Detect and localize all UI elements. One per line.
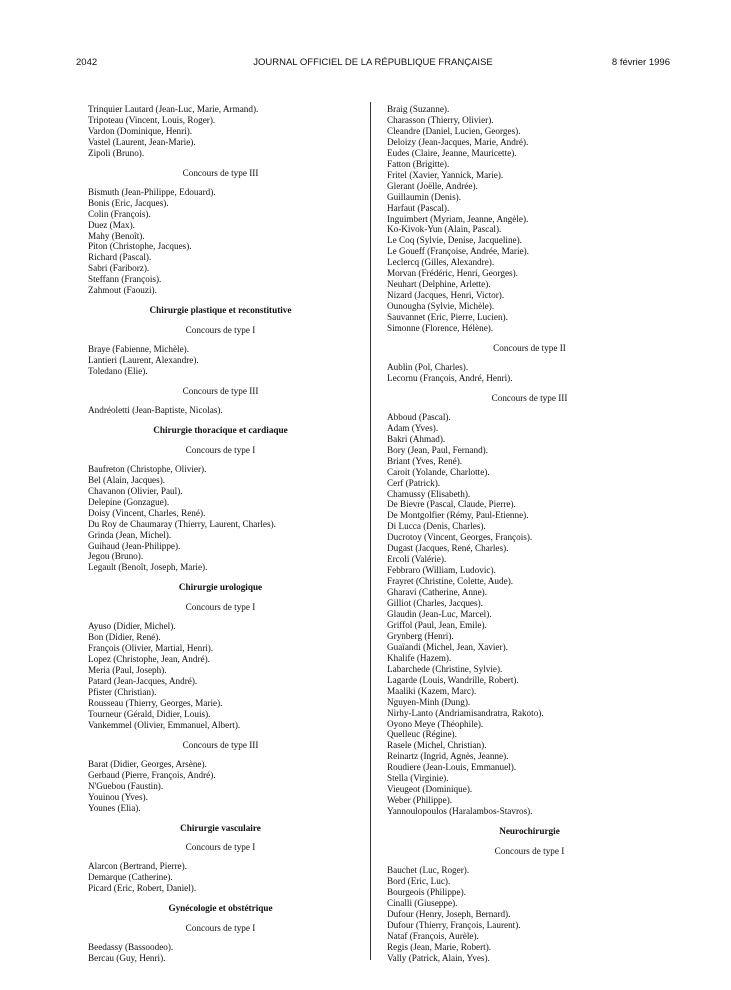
- list-item: Morvan (Frédéric, Henri, Georges).: [387, 268, 518, 279]
- list-item: Nizard (Jacques, Henri, Victor).: [387, 290, 505, 301]
- section-heading: Chirurgie thoracique et cardiaque: [153, 424, 288, 435]
- concours-subheading: Concours de type III: [182, 739, 259, 750]
- concours-subheading: Concours de type I: [494, 846, 565, 857]
- concours-subheading: Concours de type III: [491, 392, 568, 403]
- list-item: Rousseau (Thierry, Georges, Marie).: [88, 697, 223, 708]
- list-item: Legault (Benoît, Joseph, Marie).: [88, 562, 208, 573]
- list-item: Chamussy (Elisabeth).: [387, 488, 471, 499]
- list-item: Ercoli (Valérie).: [387, 554, 447, 565]
- list-item: Andréoletti (Jean-Baptiste, Nicolas).: [88, 404, 223, 415]
- list-item: Bauchet (Luc, Roger).: [387, 865, 470, 875]
- list-item: Alarcon (Bertrand, Pierre).: [88, 861, 187, 872]
- list-item: N'Guebou (Faustin).: [88, 780, 164, 791]
- page-header: [76, 57, 670, 71]
- list-item: Charasson (Thierry, Olivier).: [387, 114, 494, 125]
- list-item: Glerant (Joëlle, Andrée).: [387, 180, 478, 191]
- list-item: Steffann (François).: [88, 274, 162, 285]
- list-item: Nirhy-Lanto (Andriamisandratra, Rakoto).: [387, 707, 544, 718]
- list-item: Toledano (Elie).: [88, 366, 148, 377]
- list-item: Lantieri (Laurent, Alexandre).: [88, 355, 199, 366]
- list-item: Bonis (Eric, Jacques).: [88, 197, 169, 208]
- list-item: De Bievre (Pascal, Claude, Pierre).: [387, 499, 516, 510]
- list-item: Nataf (François, Aurèle).: [387, 930, 479, 941]
- list-item: Baufreton (Christophe, Olivier).: [88, 463, 207, 474]
- list-item: Younes (Elia).: [88, 802, 141, 813]
- list-item: Trinquier Lautard (Jean-Luc, Marie, Armand).: [88, 104, 259, 114]
- list-item: Lagarde (Louis, Wandrille, Robert).: [387, 674, 519, 685]
- right-column: [387, 104, 672, 964]
- list-item: Frayret (Christine, Colette, Aude).: [387, 576, 514, 587]
- left-column: [88, 104, 353, 964]
- list-item: Gharavi (Catherine, Anne).: [387, 587, 488, 598]
- column-divider: [370, 102, 371, 960]
- list-item: Labarchede (Christine, Sylvie).: [387, 663, 503, 674]
- list-item: Harfaut (Pascal).: [387, 202, 450, 213]
- list-item: Bord (Eric, Luc).: [387, 875, 451, 886]
- list-item: Guaïandi (Michel, Jean, Xavier).: [387, 641, 508, 652]
- list-item: Vardon (Dominique, Henri).: [88, 125, 193, 136]
- list-item: Oyono Meye (Théophile).: [387, 718, 484, 729]
- list-item: Fatton (Brigitte).: [387, 158, 450, 169]
- list-item: Lecornu (François, André, Henri).: [387, 372, 513, 383]
- section-heading: Chirurgie plastique et reconstitutive: [149, 305, 292, 316]
- issue-date: 8 février 1996: [611, 57, 670, 68]
- list-item: Du Roy de Chaumaray (Thierry, Laurent, Charles).: [88, 518, 276, 529]
- list-item: Grinda (Jean, Michel).: [88, 529, 172, 540]
- list-item: Dufour (Henry, Joseph, Bernard).: [387, 908, 511, 919]
- list-item: Febbraro (William, Ludovic).: [387, 565, 496, 576]
- section-heading: Gynécologie et obstétrique: [168, 903, 273, 914]
- list-item: Bercau (Guy, Henri).: [88, 953, 166, 964]
- list-item: Bourgeois (Philippe).: [387, 886, 466, 897]
- list-item: Dufour (Thierry, François, Laurent).: [387, 919, 521, 930]
- concours-subheading: Concours de type I: [185, 923, 256, 934]
- list-item: Patard (Jean-Jacques, André).: [88, 676, 198, 687]
- list-item: Griffol (Paul, Jean, Emile).: [387, 619, 487, 630]
- journal-title: JOURNAL OFFICIEL DE LA RÉPUBLIQUE FRANÇAISE: [253, 57, 493, 68]
- concours-subheading: Concours de type III: [182, 386, 259, 397]
- list-item: Bismuth (Jean-Philippe, Edouard).: [88, 186, 216, 197]
- list-item: Stella (Virginie).: [387, 773, 449, 784]
- list-item: Dugast (Jacques, René, Charles).: [387, 543, 509, 554]
- list-item: Yannoulopoulos (Haralambos-Stavros).: [387, 806, 533, 817]
- list-item: Quelleuc (Régine).: [387, 729, 457, 740]
- list-item: Aublin (Pol, Charles).: [387, 361, 469, 372]
- list-item: Zahmout (Faouzi).: [88, 285, 157, 296]
- list-item: François (Olivier, Martial, Henri).: [88, 643, 214, 654]
- list-item: Le Coq (Sylvie, Denise, Jacqueline).: [387, 235, 522, 246]
- concours-subheading: Concours de type I: [185, 602, 256, 613]
- list-item: Beedassy (Bassoodeo).: [88, 942, 174, 953]
- list-item: Sauvannet (Eric, Pierre, Lucien).: [387, 312, 508, 323]
- list-item: Vastel (Laurent, Jean-Marie).: [88, 136, 196, 147]
- list-item: Demarque (Catherine).: [88, 872, 173, 883]
- list-item: Nguyen-Minh (Dung).: [387, 696, 471, 707]
- list-item: Vally (Patrick, Alain, Yves).: [387, 952, 490, 963]
- list-item: Chavanon (Olivier, Paul).: [88, 485, 183, 496]
- list-item: Zipoli (Bruno).: [88, 147, 145, 158]
- list-item: Cleandre (Daniel, Lucien, Georges).: [387, 125, 521, 136]
- list-item: Maaliki (Kazem, Marc).: [387, 685, 477, 696]
- list-item: Caroit (Yolande, Charlotte).: [387, 466, 490, 477]
- list-item: Richard (Pascal).: [88, 252, 152, 263]
- list-item: Khalife (Hazem).: [387, 652, 452, 663]
- list-item: Vieugeot (Dominique).: [387, 784, 473, 795]
- list-item: Eudes (Claire, Jeanne, Mauricette).: [387, 147, 517, 158]
- list-item: Barat (Didier, Georges, Arsène).: [88, 758, 207, 769]
- concours-subheading: Concours de type III: [182, 167, 259, 178]
- list-item: Cerf (Patrick).: [387, 477, 441, 488]
- list-item: Duez (Max).: [88, 219, 135, 230]
- list-item: Rasele (Michel, Christian).: [387, 740, 487, 751]
- list-item: Simonne (Florence, Hélène).: [387, 323, 494, 334]
- list-item: Colin (François).: [88, 208, 151, 219]
- section-heading: Chirurgie vasculaire: [180, 822, 261, 833]
- list-item: Braig (Suzanne).: [387, 104, 450, 114]
- list-item: Youinou (Yves).: [88, 791, 148, 802]
- list-item: Ducrotoy (Vincent, Georges, François).: [387, 532, 533, 543]
- list-item: Ayuso (Didier, Michel).: [88, 621, 176, 632]
- list-item: Mahy (Benoît).: [88, 230, 145, 241]
- list-item: Delepine (Gonzague).: [88, 496, 170, 507]
- list-item: Picard (Eric, Robert, Daniel).: [88, 883, 197, 894]
- list-item: Doisy (Vincent, Charles, René).: [88, 507, 206, 518]
- list-item: Cinalli (Giuseppe).: [387, 897, 458, 908]
- list-item: Fritel (Xavier, Yannick, Marie).: [387, 169, 504, 180]
- list-item: Bakri (Ahmad).: [387, 433, 446, 444]
- list-item: Glaudin (Jean-Luc, Marcel).: [387, 608, 492, 619]
- list-item: Briant (Yves, René).: [387, 455, 463, 466]
- list-item: Gerbaud (Pierre, François, André).: [88, 769, 216, 780]
- list-item: Gilliot (Charles, Jacques).: [387, 598, 483, 609]
- list-item: Weber (Philippe).: [387, 795, 453, 806]
- list-item: Inguimbert (Myriam, Jeanne, Angèle).: [387, 213, 529, 224]
- list-item: De Montgolfier (Rémy, Paul-Etienne).: [387, 510, 529, 521]
- list-item: Jegou (Bruno).: [88, 551, 144, 562]
- list-item: Ounougha (Sylvie, Michèle).: [387, 301, 495, 312]
- list-item: Meria (Paul, Joseph).: [88, 665, 167, 676]
- list-item: Pfister (Christian).: [88, 686, 157, 697]
- list-item: Guihaud (Jean-Philippe).: [88, 540, 181, 551]
- list-item: Grynberg (Henri).: [387, 630, 454, 641]
- list-item: Neuhart (Delphine, Arlette).: [387, 279, 491, 290]
- list-item: Roudiere (Jean-Louis, Emmanuel).: [387, 762, 517, 773]
- list-item: Bory (Jean, Paul, Fernand).: [387, 444, 489, 455]
- list-item: Reinartz (Ingrid, Agnès, Jeanne).: [387, 751, 509, 762]
- page-number: 2042: [76, 57, 98, 68]
- list-item: Sabri (Fariborz).: [88, 263, 150, 274]
- concours-subheading: Concours de type I: [185, 325, 256, 336]
- list-item: Regis (Jean, Marie, Robert).: [387, 941, 492, 952]
- list-item: Braye (Fabienne, Michèle).: [88, 344, 190, 355]
- list-item: Guillaumin (Denis).: [387, 191, 461, 202]
- section-heading: Neurochirurgie: [499, 826, 560, 837]
- list-item: Di Lucca (Denis, Charles).: [387, 521, 486, 532]
- list-item: Ko-Kivok-Yun (Alain, Pascal).: [387, 224, 502, 235]
- list-item: Bel (Alain, Jacques).: [88, 474, 166, 485]
- concours-subheading: Concours de type I: [185, 842, 256, 853]
- list-item: Piton (Christophe, Jacques).: [88, 241, 192, 252]
- list-item: Tourneur (Gérald, Didier, Louis).: [88, 708, 211, 719]
- list-item: Bon (Didier, René).: [88, 632, 161, 643]
- list-item: Deloizy (Jean-Jacques, Marie, André).: [387, 136, 529, 147]
- list-item: Le Goueff (Françoise, Andrée, Marie).: [387, 246, 529, 257]
- list-item: Abboud (Pascal).: [387, 411, 451, 422]
- list-item: Leclercq (Gilles, Alexandre).: [387, 257, 495, 268]
- list-item: Vankemmel (Olivier, Emmanuel, Albert).: [88, 719, 241, 730]
- list-item: Lopez (Christophe, Jean, André).: [88, 654, 210, 665]
- concours-subheading: Concours de type I: [185, 444, 256, 455]
- list-item: Tripoteau (Vincent, Louis, Roger).: [88, 114, 216, 125]
- concours-subheading: Concours de type II: [493, 343, 566, 354]
- section-heading: Chirurgie urologique: [178, 582, 263, 593]
- list-item: Adam (Yves).: [387, 422, 439, 433]
